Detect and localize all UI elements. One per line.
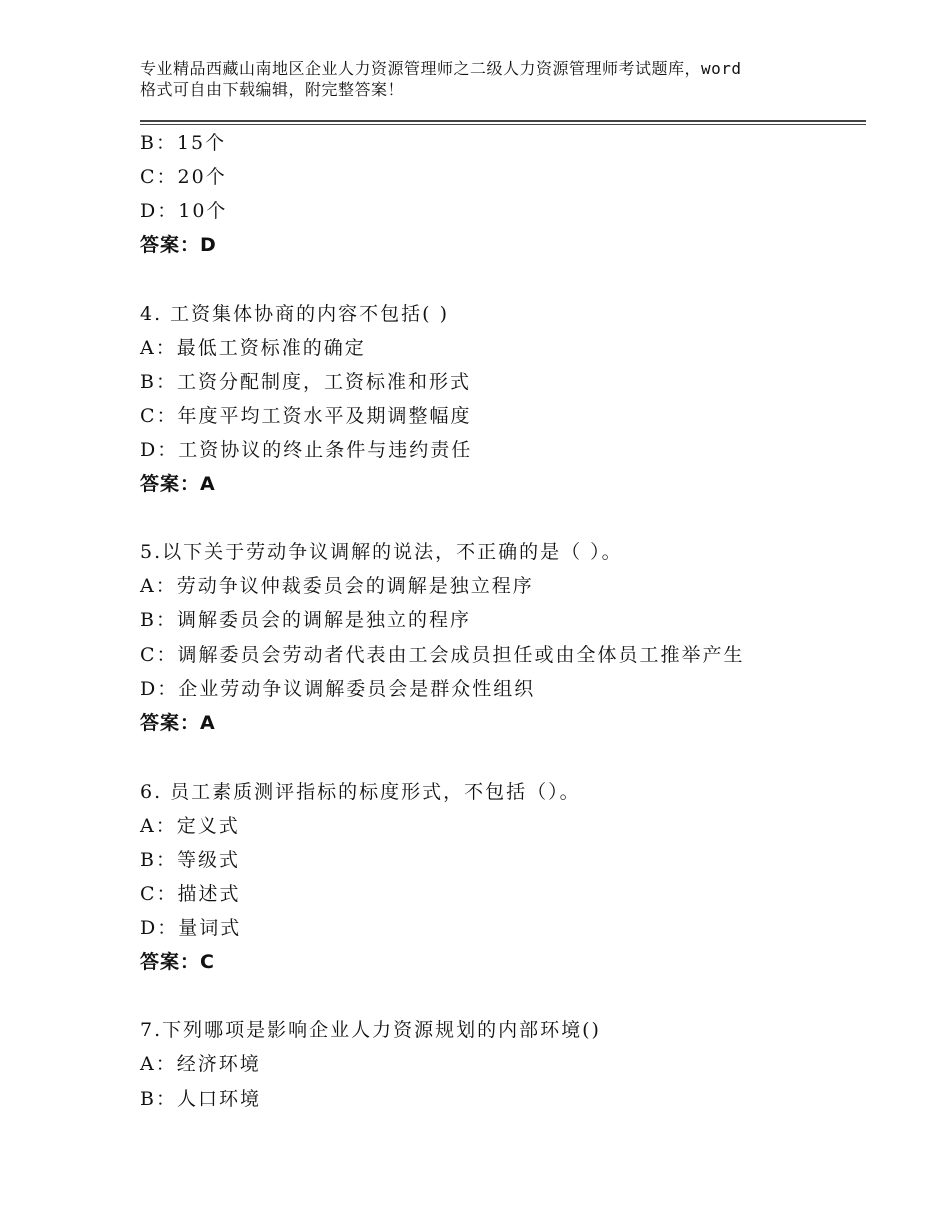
header-divider-thin [140,124,866,125]
q4-option-b: B：工资分配制度，工资标准和形式 [140,371,471,393]
q6-option-d: D：量词式 [140,917,242,939]
q7-option-a: A：经济环境 [140,1053,261,1075]
q4-option-c: C：年度平均工资水平及期调整幅度 [140,405,472,427]
q6-option-b: B：等级式 [140,849,240,871]
q6-option-c: C：描述式 [140,883,241,905]
q7-question: 7.下列哪项是影响企业人力资源规划的内部环境() [140,1019,601,1041]
q6-answer: 答案：C [140,951,215,973]
q3-option-d: D：10个 [140,200,228,222]
q6-question: 6. 员工素质测评指标的标度形式，不包括（）。 [140,781,581,803]
q5-question: 5.以下关于劳动争议调解的说法，不正确的是（ ）。 [140,541,623,563]
q4-question: 4. 工资集体协商的内容不包括( ) [140,303,450,325]
q4-answer: 答案：A [140,473,216,495]
q5-option-d: D：企业劳动争议调解委员会是群众性组织 [140,678,536,700]
q4-option-d: D：工资协议的终止条件与违约责任 [140,439,473,461]
header-line-1: 专业精品西藏山南地区企业人力资源管理师之二级人力资源管理师考试题库，word [140,59,742,78]
q3-option-c: C：20个 [140,166,227,188]
q3-answer: 答案：D [140,234,217,256]
header-divider [140,120,866,122]
q5-option-a: A：劳动争议仲裁委员会的调解是独立程序 [140,575,534,597]
q6-option-a: A：定义式 [140,815,240,837]
document-header [140,58,840,100]
q7-option-b: B：人口环境 [140,1088,261,1110]
q5-option-b: B：调解委员会的调解是独立的程序 [140,609,471,631]
q5-option-c: C：调解委员会劳动者代表由工会成员担任或由全体员工推举产生 [140,644,745,666]
q3-option-b: B：15个 [140,132,227,154]
q5-answer: 答案：A [140,712,216,734]
header-line-2: 格式可自由下载编辑，附完整答案！ [140,80,405,99]
q4-option-a: A：最低工资标准的确定 [140,337,366,359]
